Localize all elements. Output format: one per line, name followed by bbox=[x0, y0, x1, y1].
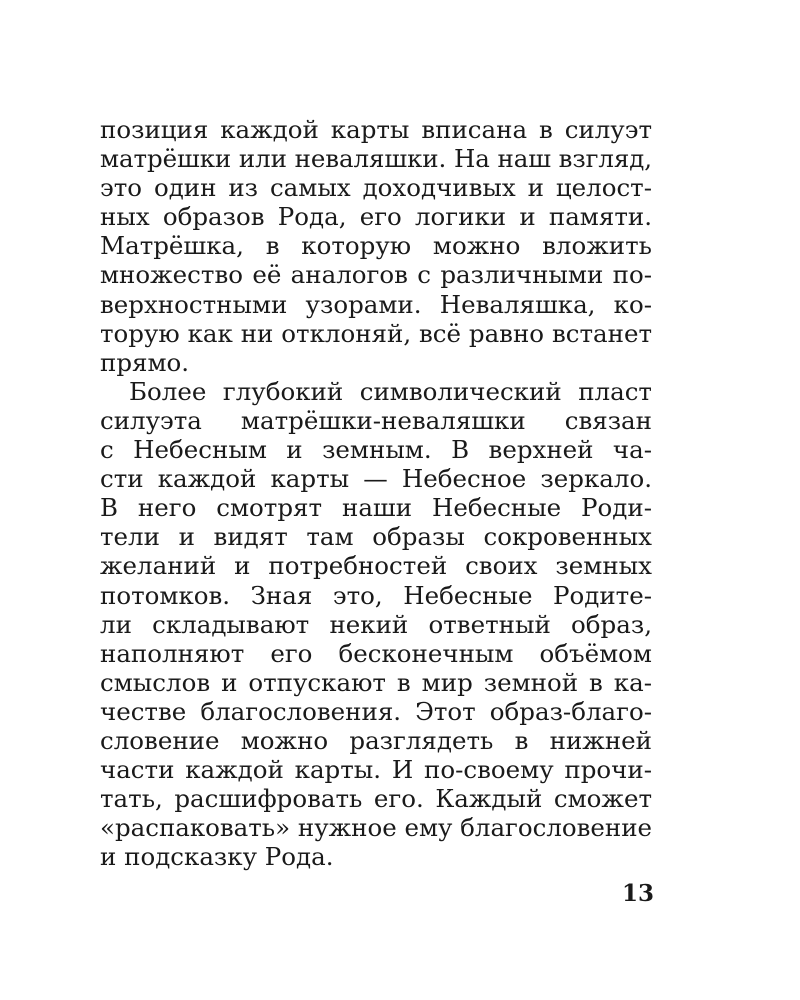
text-line: ли складывают некий ответный образ, bbox=[100, 609, 652, 639]
text-line: матрёшки или неваляшки. На наш взгляд, bbox=[100, 144, 652, 174]
text-line: честве благословения. Этот образ-благо- bbox=[100, 696, 652, 726]
text-line: верхностными узорами. Неваляшка, ко- bbox=[100, 289, 652, 319]
text-line: наполняют его бесконечным объёмом bbox=[100, 638, 652, 668]
text-line: сти каждой карты — Небесное зеркало. bbox=[100, 464, 652, 494]
text-line: желаний и потребностей своих земных bbox=[100, 551, 652, 581]
text-line: В него смотрят наши Небесные Роди- bbox=[100, 493, 652, 523]
paragraph-1 bbox=[100, 115, 652, 377]
text-line: словение можно разглядеть в нижней bbox=[100, 725, 652, 755]
text-line: тели и видят там образы сокровенных bbox=[100, 522, 652, 552]
text-line: Более глубокий символический пласт bbox=[129, 376, 652, 406]
text-line: позиция каждой карты вписана в силуэт bbox=[100, 115, 652, 144]
text-line: части каждой карты. И по-своему прочи- bbox=[100, 755, 652, 785]
text-line: тать, расшифровать его. Каждый сможет bbox=[100, 784, 652, 814]
body-text bbox=[100, 115, 652, 871]
text-line: смыслов и отпускают в мир земной в ка- bbox=[100, 667, 652, 697]
text-line: прямо. bbox=[100, 347, 190, 377]
page-number: 13 bbox=[621, 880, 654, 907]
text-line: Матрёшка, в которую можно вложить bbox=[100, 231, 652, 261]
text-line: это один из самых доходчивых и целост- bbox=[100, 173, 652, 203]
text-line: множество её аналогов с различными по- bbox=[100, 260, 652, 290]
text-line: потомков. Зная это, Небесные Родите- bbox=[100, 580, 652, 610]
text-line: и подсказку Рода. bbox=[100, 842, 334, 872]
paragraph-2 bbox=[100, 377, 652, 872]
text-line: силуэта матрёшки-неваляшки связан bbox=[100, 405, 652, 435]
text-line: с Небесным и земным. В верхней ча- bbox=[100, 435, 652, 465]
text-line: торую как ни отклоняй, всё равно встанет bbox=[100, 318, 652, 348]
text-line: ных образов Рода, его логики и памяти. bbox=[100, 202, 652, 232]
text-line: «распаковать» нужное ему благословение bbox=[100, 813, 652, 843]
